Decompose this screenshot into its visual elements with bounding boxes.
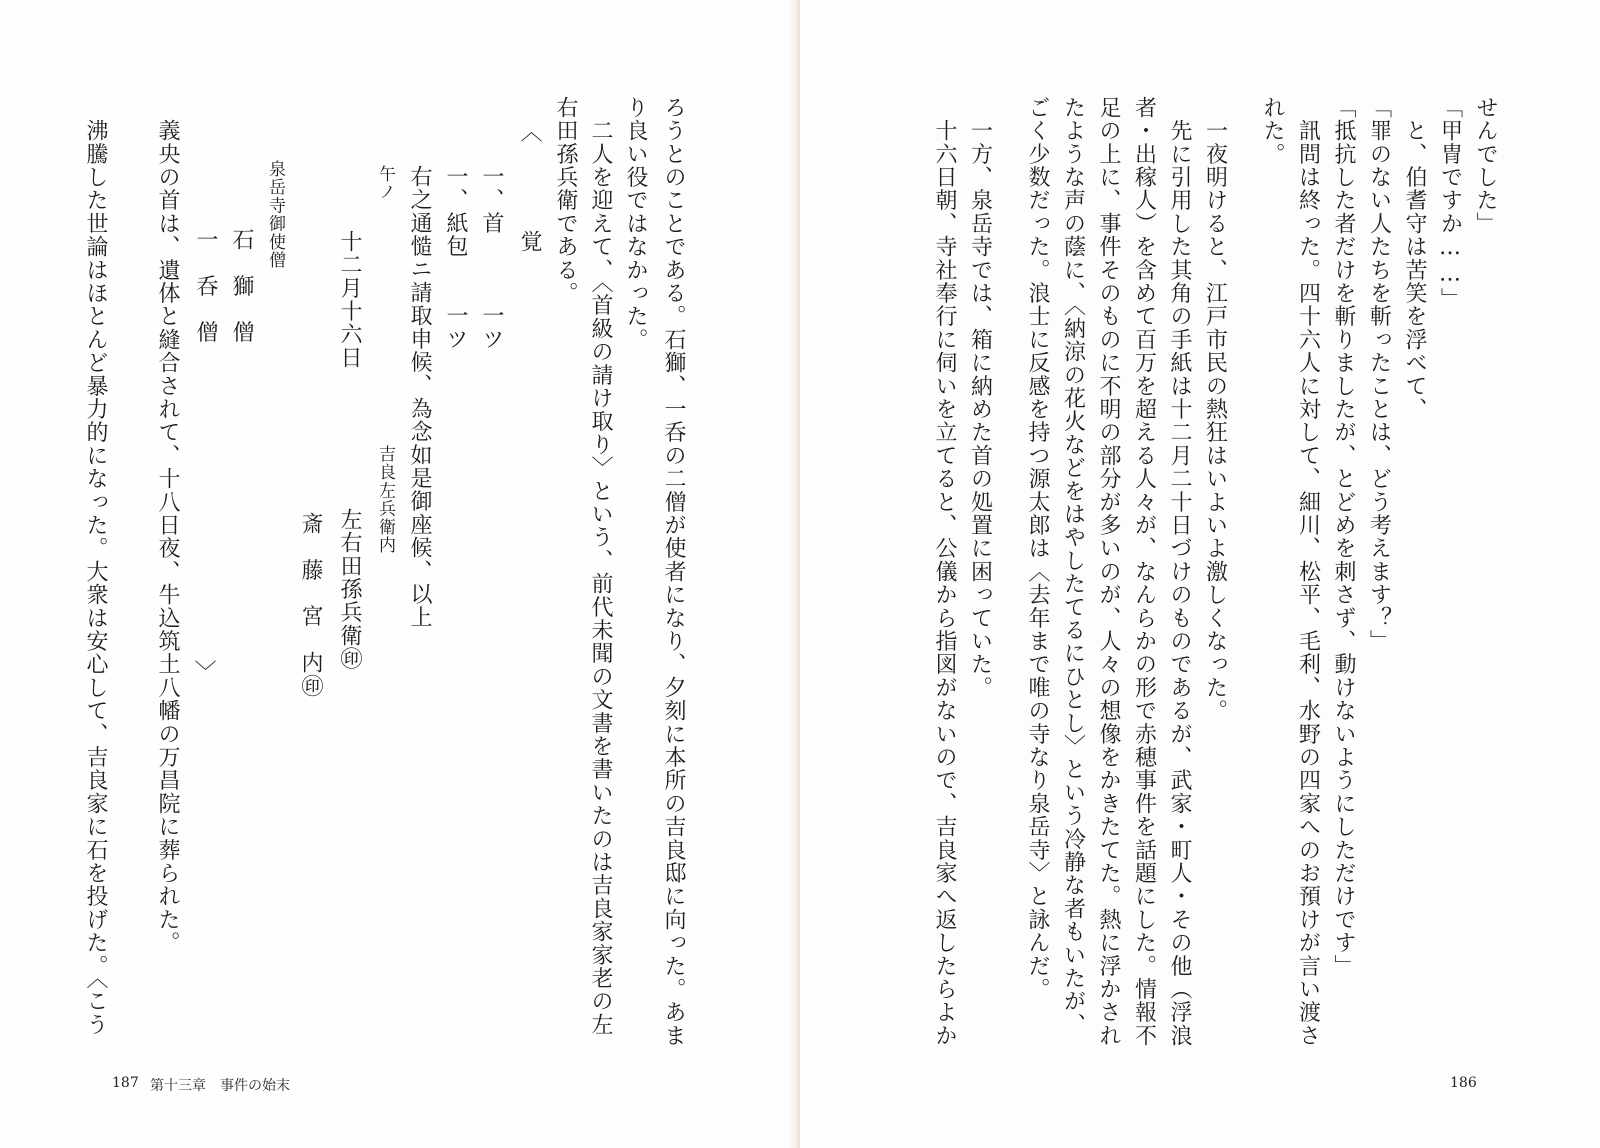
text-line: 十六日朝、寺社奉行に伺いを立てると、公儀から指図がないので、吉良家へ返したらよか — [932, 96, 957, 1048]
signer-name: 左右田孫兵衛㊞ — [337, 508, 362, 671]
document-monk: 石 獅 僧 — [229, 228, 254, 344]
document-title: 覚 — [517, 230, 542, 254]
document-date: 十二月十六日 — [337, 230, 362, 370]
text-line: 一夜明けると、江戸市民の熱狂はいよいよ激しくなった。 — [1202, 96, 1228, 723]
document-item: 一、首 一ツ — [479, 165, 504, 351]
document-item: 一、紙包 一ツ — [443, 165, 468, 351]
document-close-bracket: 〉 — [191, 660, 216, 684]
text-line: と、伯耆守は苦笑を浮べて、 — [1402, 96, 1427, 421]
text-line: 「甲冑ですか……」 — [1437, 96, 1463, 311]
document-body: 右之通慥ニ請取申候、為念如是御座候、以上 — [407, 165, 432, 629]
signer-title: 吉良左兵衛内 — [375, 445, 395, 555]
text-line: せんでした」 — [1473, 96, 1498, 236]
text-line: ごく少数だった。浪士に反感を持つ源太郎は〈去年まで唯の寺なり泉岳寺〉と詠んだ。 — [1025, 96, 1050, 1001]
text-line: 沸騰した世論はほとんど暴力的になった。大衆は安心して、吉良家に石を投げた。〈こう — [83, 96, 108, 1037]
document-era: 午ノ — [375, 165, 395, 202]
text-line: り良い役ではなかった。 — [623, 96, 648, 352]
text-line: 二人を迎えて、〈首級の請け取り〉という、前代未聞の文書を書いたのは吉良家家老の左 — [588, 96, 613, 1037]
signer-name: 斎 藤 宮 内㊞ — [298, 512, 323, 698]
text-line: 「罪のない人たちを斬ったことは、どう考えます？」 — [1366, 96, 1392, 653]
text-line: 先に引用した其角の手紙は十二月二十日づけのものであるが、武家・町人・その他（浮浪 — [1167, 96, 1192, 1048]
text-line: 一方、泉岳寺では、箱に納めた首の処置に困っていた。 — [967, 96, 993, 700]
document-monk: 一 呑 僧 — [193, 228, 218, 344]
right-page — [800, 0, 1600, 1148]
text-line: 者・出稼人）を含めて百万を超える人々が、なんらかの形で赤穂事件を話題にした。情報不 — [1131, 96, 1157, 1048]
page-number: 186 — [1450, 1075, 1477, 1091]
document-addressee: 泉岳寺御使僧 — [265, 160, 285, 270]
text-line: 義央の首は、遺体と縫合されて、十八日夜、牛込筑土八幡の万昌院に葬られた。 — [155, 96, 180, 955]
page-number: 187 — [112, 1075, 139, 1091]
text-line: 訊問は終った。四十六人に対して、細川、松平、毛利、水野の四家へのお預けが言い渡さ — [1295, 96, 1321, 1048]
text-line: 右田孫兵衛である。 — [553, 96, 578, 305]
text-line: たような声の蔭に、〈納涼の花火などをはやしたてるにひとし〉という冷静な者もいたが、 — [1060, 96, 1086, 1037]
text-line: 足の上に、事件そのものに不明の部分が多いのが、人々の想像をかきたてた。熱に浮かされ — [1096, 96, 1121, 1048]
text-line: れた。 — [1260, 96, 1285, 166]
running-head: 第十三章 事件の始末 — [150, 1078, 290, 1094]
document-open-bracket: 〈 — [517, 120, 542, 144]
text-line: ろうとのことである。石獅、一呑の二僧が使者になり、夕刻に本所の吉良邸に向った。あま — [661, 96, 686, 1048]
text-line: 「抵抗した者だけを斬りましたが、とどめを刺さず、動けないようにしただけです」 — [1331, 96, 1356, 978]
